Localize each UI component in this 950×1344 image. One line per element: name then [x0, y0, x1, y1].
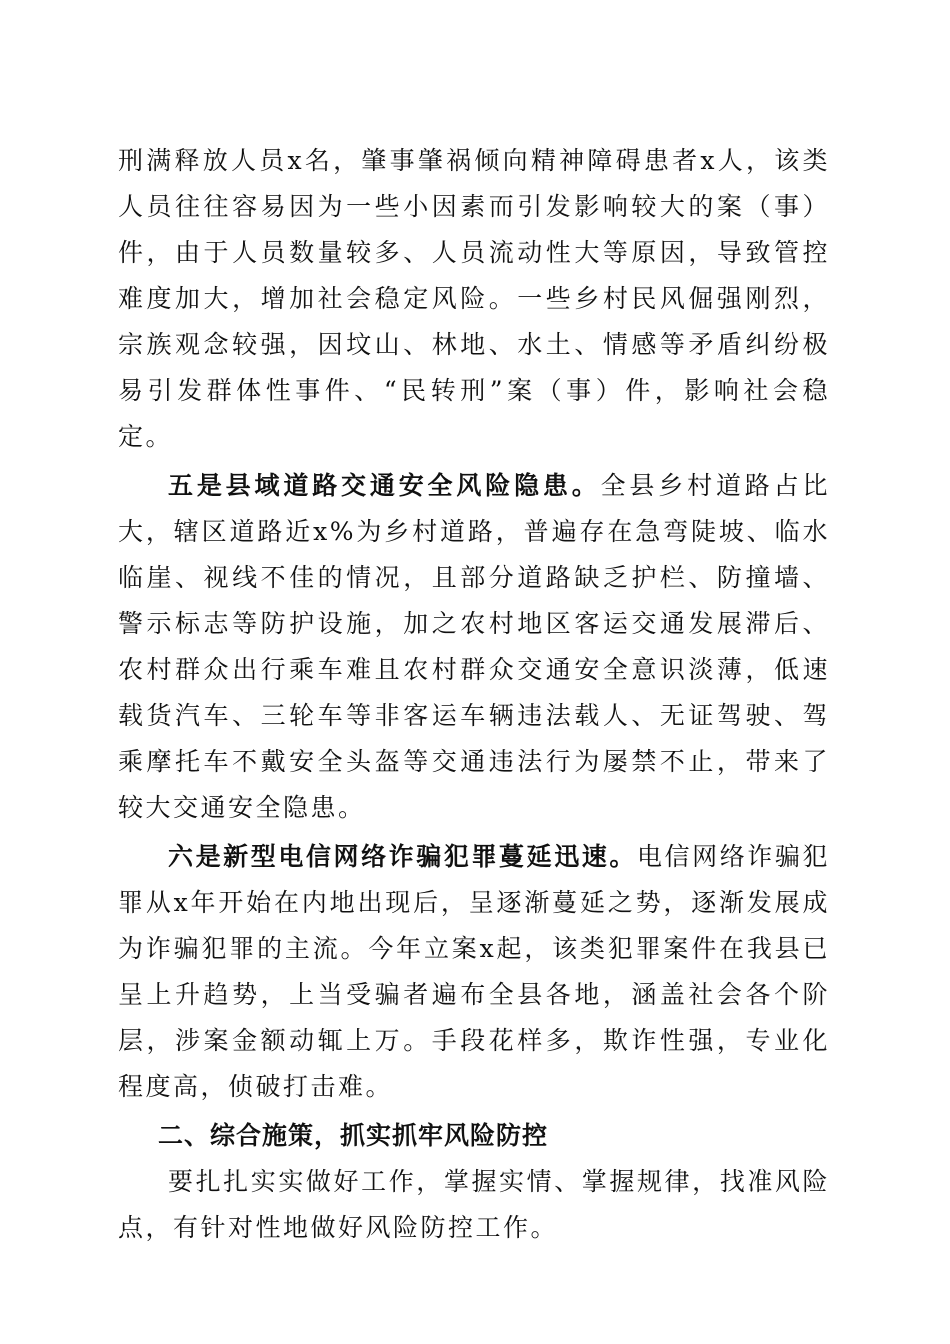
document-body [118, 138, 830, 1251]
paragraph-road-traffic-risk [118, 463, 830, 831]
paragraph-body-telecom-fraud: 电信网络诈骗犯罪从x年开始在内地出现后，呈逐渐蔓延之势，逐渐发展成为诈骗犯罪的主流。今年立案x起，该类犯罪案件在我县已呈上升趋势，上当受骗者遍布全县各地，涵盖社会各个阶层，涉案金额动辄上万。手段花样多，欺诈性强，专业化程度高，侦破打击难。 [118, 842, 830, 1101]
paragraph-stability-risk: 刑满释放人员x名，肇事肇祸倾向精神障碍患者x人，该类人员往往容易因为一些小因素而引发影响较大的案（事）件，由于人员数量较多、人员流动性大等原因，导致管控难度加大，增加社会稳定风险。一些乡村民风倔强刚烈，宗族观念较强，因坟山、林地、水土、情感等矛盾纠纷极易引发群体性事件、“民转刑”案（事）件，影响社会稳定。 [118, 146, 830, 451]
paragraph-lead-road-traffic: 五是县域道路交通安全风险隐患。 [168, 471, 601, 500]
paragraph-risk-control: 要扎扎实实做好工作，掌握实情、掌握规律，找准风险点，有针对性地做好风险防控工作。 [118, 1167, 830, 1242]
paragraph-body-road-traffic: 全县乡村道路占比大，辖区道路近x%为乡村道路，普遍存在急弯陡坡、临水临崖、视线不佳的情况，且部分道路缺乏护栏、防撞墙、警示标志等防护设施，加之农村地区客运交通发展滞后、农村群众出行乘车难且农村群众交通安全意识淡薄，低速载货汽车、三轮车等非客运车辆违法载人、无证驾驶、驾乘摩托车不戴安全头盔等交通违法行为屡禁不止，带来了较大交通安全隐患。 [118, 471, 830, 822]
paragraph-telecom-fraud [118, 834, 830, 1110]
section-heading: 二、综合施策，抓实抓牢风险防控 [158, 1121, 549, 1150]
paragraph-lead-telecom-fraud: 六是新型电信网络诈骗犯罪蔓延迅速。 [168, 842, 637, 871]
